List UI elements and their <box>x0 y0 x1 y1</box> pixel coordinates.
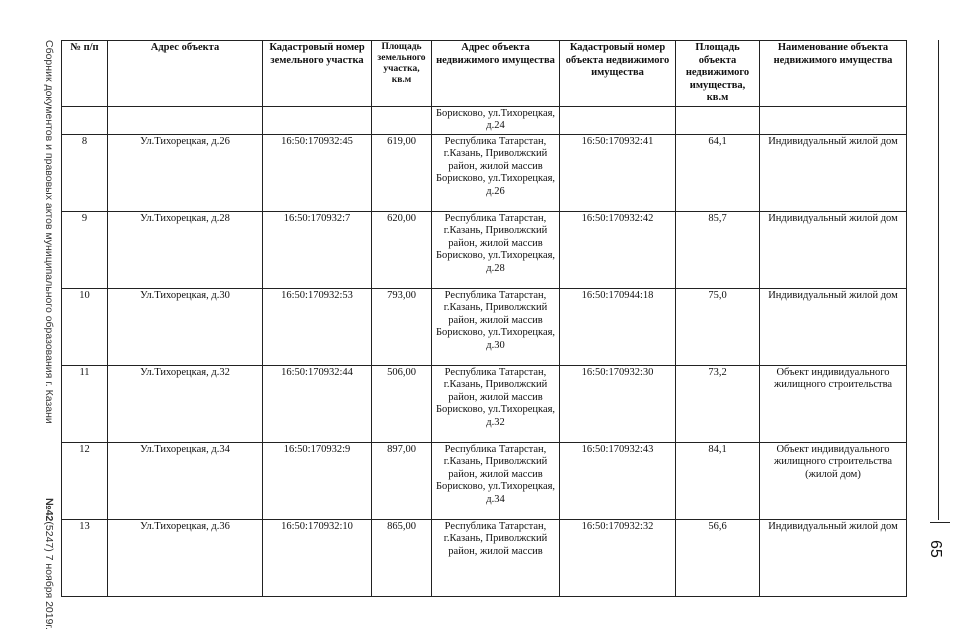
row-property-address: Республика Татарстан, г.Казань, Приволжский район, жилой массив Борисково, ул.Тихорецкая, д.32 <box>432 365 560 442</box>
row-address: Ул.Тихорецкая, д.26 <box>108 134 263 211</box>
row-property-name: Индивидуальный жилой дом <box>760 134 907 211</box>
issue-date: (5247) 7 ноября 2019г. <box>43 521 55 630</box>
header-cadastral-land: Кадастровый номер земельного участка <box>263 41 372 107</box>
header-property-area: Площадь объекта недвижимого имущества, кв.м <box>676 41 760 107</box>
row-cadastral-land: 16:50:170932:10 <box>263 519 372 596</box>
row-land-area: 620,00 <box>372 211 432 288</box>
table-row <box>62 288 907 365</box>
row-land-area: 897,00 <box>372 442 432 519</box>
header-land-area: Площадь земельного участка, кв.м <box>372 41 432 107</box>
row-property-address: Республика Татарстан, г.Казань, Приволжский район, жилой массив Борисково, ул.Тихорецкая, д.28 <box>432 211 560 288</box>
row-property-address: Республика Татарстан, г.Казань, Приволжский район, жилой массив Борисково, ул.Тихорецкая, д.34 <box>432 442 560 519</box>
row-cadastral-land: 16:50:170932:45 <box>263 134 372 211</box>
row-property-address: Республика Татарстан, г.Казань, Приволжский район, жилой массив Борисково, ул.Тихорецкая, д.26 <box>432 134 560 211</box>
row-num: 9 <box>62 211 108 288</box>
property-table <box>61 40 907 597</box>
row-num: 11 <box>62 365 108 442</box>
row-num: 8 <box>62 134 108 211</box>
margin-tick <box>930 522 950 523</box>
row-property-name: Индивидуальный жилой дом <box>760 519 907 596</box>
row-property-area: 73,2 <box>676 365 760 442</box>
sidebar <box>38 40 58 630</box>
row-num: 12 <box>62 442 108 519</box>
page-number: 65 <box>927 540 944 558</box>
row-address: Ул.Тихорецкая, д.34 <box>108 442 263 519</box>
row-cadastral-land: 16:50:170932:44 <box>263 365 372 442</box>
row-land-area: 865,00 <box>372 519 432 596</box>
margin-rule <box>938 40 939 520</box>
row-property-cadastral: 16:50:170932:32 <box>560 519 676 596</box>
row-property-address: Республика Татарстан, г.Казань, Приволжский район, жилой массив Борисково, ул.Тихорецкая, д.30 <box>432 288 560 365</box>
header-property-address: Адрес объекта недвижимого имущества <box>432 41 560 107</box>
row-property-area: 75,0 <box>676 288 760 365</box>
row-property-cadastral: 16:50:170932:30 <box>560 365 676 442</box>
row-land-area: 619,00 <box>372 134 432 211</box>
page-margin-right <box>922 40 956 570</box>
table-row <box>62 134 907 211</box>
row-property-name: Индивидуальный жилой дом <box>760 211 907 288</box>
row-address: Ул.Тихорецкая, д.30 <box>108 288 263 365</box>
table-row <box>62 519 907 596</box>
table-header <box>62 41 907 107</box>
row-cadastral-land: 16:50:170932:7 <box>263 211 372 288</box>
row-address: Ул.Тихорецкая, д.36 <box>108 519 263 596</box>
row-address: Ул.Тихорецкая, д.28 <box>108 211 263 288</box>
row-property-name: Объект индивидуального жилищного строительства <box>760 365 907 442</box>
row-address: Ул.Тихорецкая, д.32 <box>108 365 263 442</box>
row-property-address: Республика Татарстан, г.Казань, Приволжский район, жилой массив <box>432 519 560 596</box>
row-property-cadastral: 16:50:170932:43 <box>560 442 676 519</box>
header-num: № п/п <box>62 41 108 107</box>
row-cadastral-land: 16:50:170932:9 <box>263 442 372 519</box>
row-property-area: 85,7 <box>676 211 760 288</box>
table-row-continuation <box>62 106 907 134</box>
row-land-area: 793,00 <box>372 288 432 365</box>
table-row <box>62 442 907 519</box>
row-property-cadastral: 16:50:170944:18 <box>560 288 676 365</box>
header-property-name: Наименование объекта недвижимого имущества <box>760 41 907 107</box>
row-num: 10 <box>62 288 108 365</box>
row-property-name: Объект индивидуального жилищного строительства (жилой дом) <box>760 442 907 519</box>
issue-number: №42 <box>43 498 55 522</box>
issue-info <box>43 498 55 630</box>
row-property-area: 84,1 <box>676 442 760 519</box>
continuation-address: Борисково, ул.Тихорецкая, д.24 <box>432 106 560 134</box>
header-property-cadastral: Кадастровый номер объекта недвижимого имущества <box>560 41 676 107</box>
table-row <box>62 365 907 442</box>
row-num: 13 <box>62 519 108 596</box>
table-row <box>62 211 907 288</box>
row-cadastral-land: 16:50:170932:53 <box>263 288 372 365</box>
row-property-cadastral: 16:50:170932:42 <box>560 211 676 288</box>
row-land-area: 506,00 <box>372 365 432 442</box>
row-property-area: 56,6 <box>676 519 760 596</box>
collection-title: Сборник документов и правовых актов муниципального образования г. Казани <box>43 40 55 424</box>
header-address: Адрес объекта <box>108 41 263 107</box>
row-property-name: Индивидуальный жилой дом <box>760 288 907 365</box>
row-property-area: 64,1 <box>676 134 760 211</box>
row-property-cadastral: 16:50:170932:41 <box>560 134 676 211</box>
